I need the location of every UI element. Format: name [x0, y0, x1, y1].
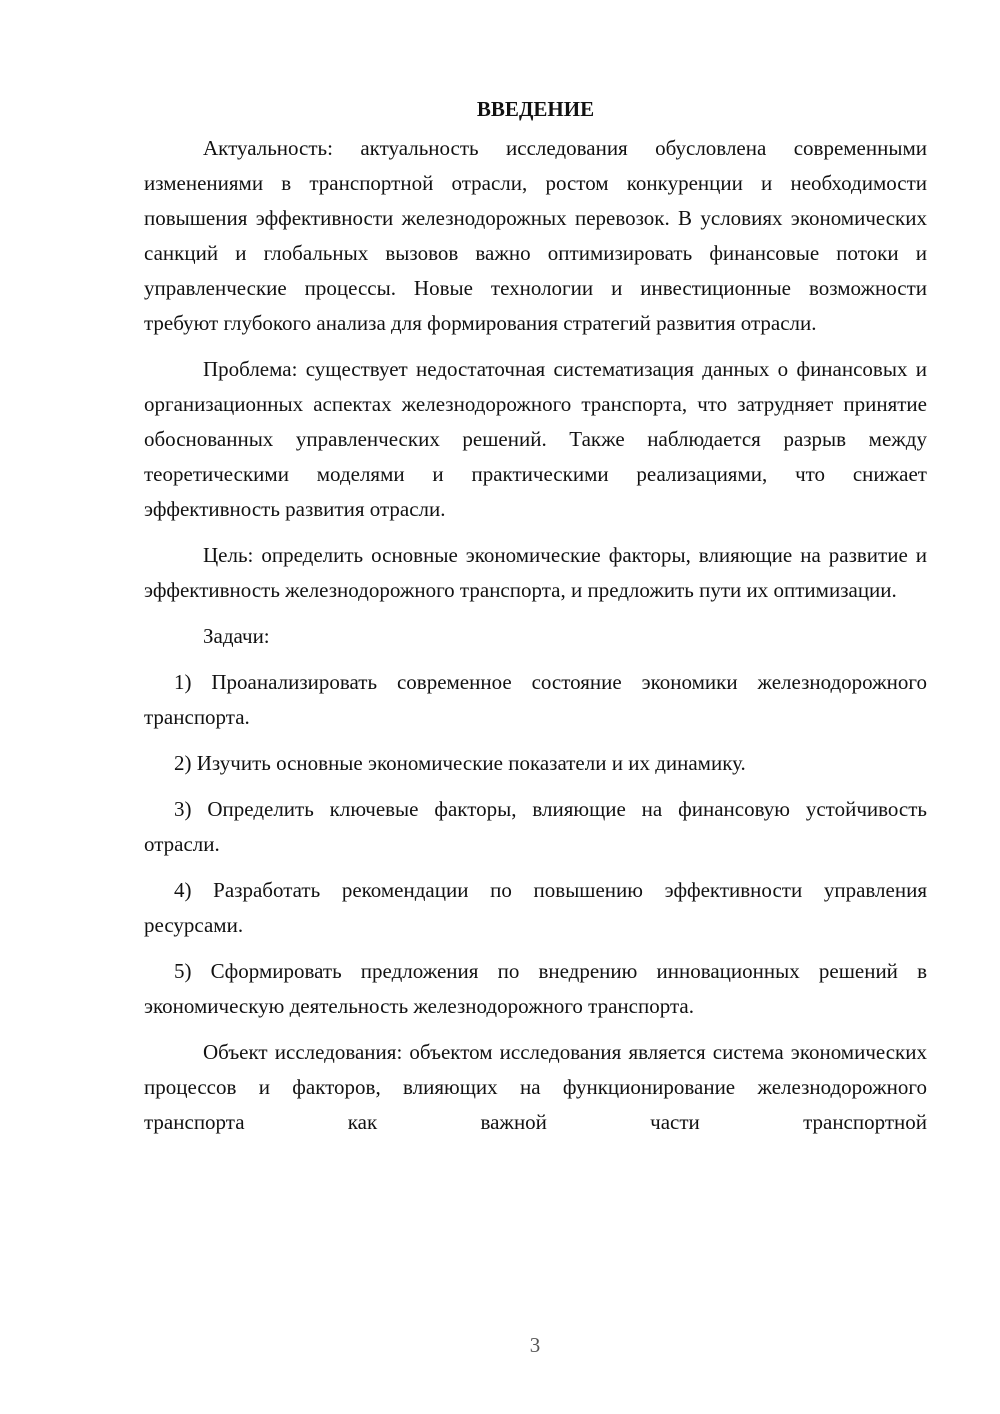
section-heading: ВВЕДЕНИЕ — [476, 97, 595, 121]
page-number: 3 — [529, 1333, 541, 1357]
paragraph-relevance: Актуальность: актуальность исследования обусловлена современными изменениями в транспортной отрасли, ростом конкуренции и необходимости повышения эффективности железнодорожных перевозок. В условиях экономических санкций и глобальных вызовов важно оптимизировать финансовые потоки и управленческие процессы. Новые технологии и инвестиционные возможности требуют глубокого анализа для формирования стратегий развития отрасли. — [144, 136, 927, 335]
paragraph-problem: Проблема: существует недостаточная систематизация данных о финансовых и организационных аспектах железнодорожного транспорта, что затрудняет принятие обоснованных управленческих решений. Также наблюдается разрыв между теоретическими моделями и практическими реализациями, что снижает эффективность развития отрасли. — [144, 357, 927, 521]
page-content — [144, 92, 927, 1140]
task-item-4: 4) Разработать рекомендации по повышению эффективности управления ресурсами. — [144, 878, 927, 937]
task-item-3: 3) Определить ключевые факторы, влияющие на финансовую устойчивость отрасли. — [144, 797, 927, 856]
task-item-1: 1) Проанализировать современное состояние экономики железнодорожного транспорта. — [144, 670, 927, 729]
tasks-heading: Задачи: — [203, 624, 270, 648]
paragraph-object: Объект исследования: объектом исследования является система экономических процессов и факторов, влияющих на функционирование железнодорожного транспорта как важной части транспортной — [144, 1040, 927, 1134]
task-item-5: 5) Сформировать предложения по внедрению инновационных решений в экономическую деятельность железнодорожного транспорта. — [144, 959, 927, 1018]
task-item-2: 2) Изучить основные экономические показатели и их динамику. — [174, 751, 746, 775]
paragraph-goal: Цель: определить основные экономические факторы, влияющие на развитие и эффективность железнодорожного транспорта, и предложить пути их оптимизации. — [144, 543, 927, 602]
